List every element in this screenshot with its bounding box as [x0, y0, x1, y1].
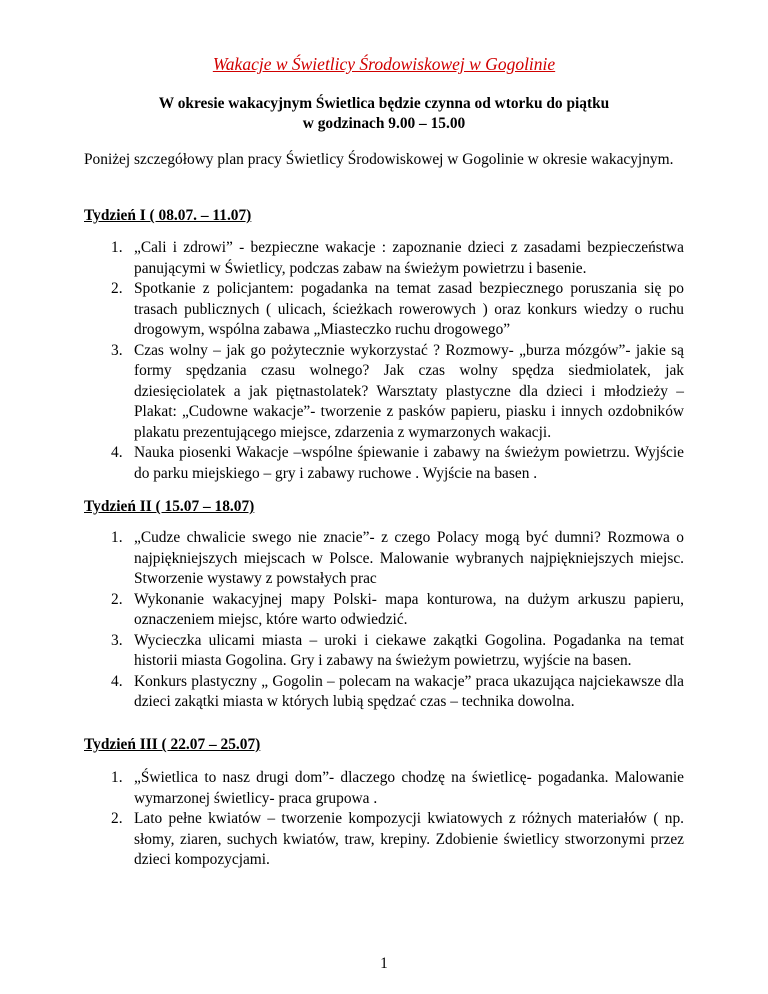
opening-hours-notice [100, 94, 668, 134]
list-item: 2. Spotkanie z policjantem: pogadanka na temat zasad bezpiecznego poruszania się po trasach publicznych ( ulicach, ścieżkach rowerowych ) oraz konkurs wiedzy o ruchu drogowym, wspólna zabawa „Miasteczko ruchu drogowego” [111, 280, 684, 338]
list-item: 3. Czas wolny – jak go pożytecznie wykorzystać ? Rozmowy- „burza mózgów”- jakie są formy spędzania czasu wolnego? Jak czas wolny spędza siedmiolatek, jak dziesięciolatek a jak piętnastolatek? Warsztaty plastyczne dla dzieci i młodzieży – Plakat: „Cudowne wakacje”- tworzenie z pasków papieru, piasku i innych ozdobników plakatu prezentującego miejsce, zdarzenia z wymarzonych wakacji. [111, 341, 684, 441]
week-2-list [84, 528, 684, 713]
list-item: 3. Wycieczka ulicami miasta – uroki i ciekawe zakątki Gogolina. Pogadanka na temat historii miasta Gogolina. Gry i zabawy na świeżym powietrzu, wyjście na basen. [111, 631, 684, 669]
week-1-heading: Tydzień I ( 08.07. – 11.07) [84, 207, 252, 224]
week-3-list [84, 768, 684, 871]
list-item: 1. „Cudze chwalicie swego nie znacie”- z czego Polacy mogą być dumni? Rozmowa o najpiękniejszych miejscach w Polsce. Malowanie wybranych najpiękniejszych miejsc. Stworzenie wystawy z powstałych prac [111, 529, 684, 587]
list-item: 1. „Świetlica to nasz drugi dom”- dlaczego chodzę na świetlicę- pogadanka. Malowanie wymarzonej świetlicy- praca grupowa . [111, 769, 684, 807]
list-item: 2. Lato pełne kwiatów – tworzenie kompozycji kwiatowych z różnych materiałów ( np. słomy, ziaren, suchych kwiatów, traw, krepiny. Zdobienie świetlicy stworzonymi przez dzieci kompozycjami. [111, 810, 684, 868]
week-2-heading: Tydzień II ( 15.07 – 18.07) [84, 498, 255, 515]
list-item: 2. Wykonanie wakacyjnej mapy Polski- mapa konturowa, na dużym arkuszu papieru, oznaczeniem miejsc, które warto odwiedzić. [111, 590, 684, 628]
week-3-heading: Tydzień III ( 22.07 – 25.07) [84, 736, 261, 753]
opening-hours-line-2: w godzinach 9.00 – 15.00 [302, 115, 466, 132]
list-item: 1. „Cali i zdrowi” - bezpieczne wakacje : zapoznanie dzieci z zasadami bezpieczeństwa panującymi w Świetlicy, podczas zabaw na świeżym powietrzu i basenie. [111, 239, 684, 277]
list-item: 4. Nauka piosenki Wakacje –wspólne śpiewanie i zabawy na świeżym powietrzu. Wyjście do parku miejskiego – gry i zabawy ruchowe . Wyjście na basen . [111, 444, 684, 482]
opening-hours-line-1: W okresie wakacyjnym Świetlica będzie czynna od wtorku do piątku [158, 95, 610, 112]
document-title: Wakacje w Świetlicy Środowiskowej w Gogolinie [212, 54, 556, 74]
week-1-list [84, 238, 684, 484]
page-number: 1 [380, 955, 388, 972]
intro-paragraph: Poniżej szczegółowy plan pracy Świetlicy Środowiskowej w Gogolinie w okresie wakacyjnym. [84, 151, 674, 168]
list-item: 4. Konkurs plastyczny „ Gogolin – polecam na wakacje” praca ukazująca najciekawsze dla dzieci zakątki miasta w których lubią spędzać czas – technika dowolna. [111, 672, 684, 710]
